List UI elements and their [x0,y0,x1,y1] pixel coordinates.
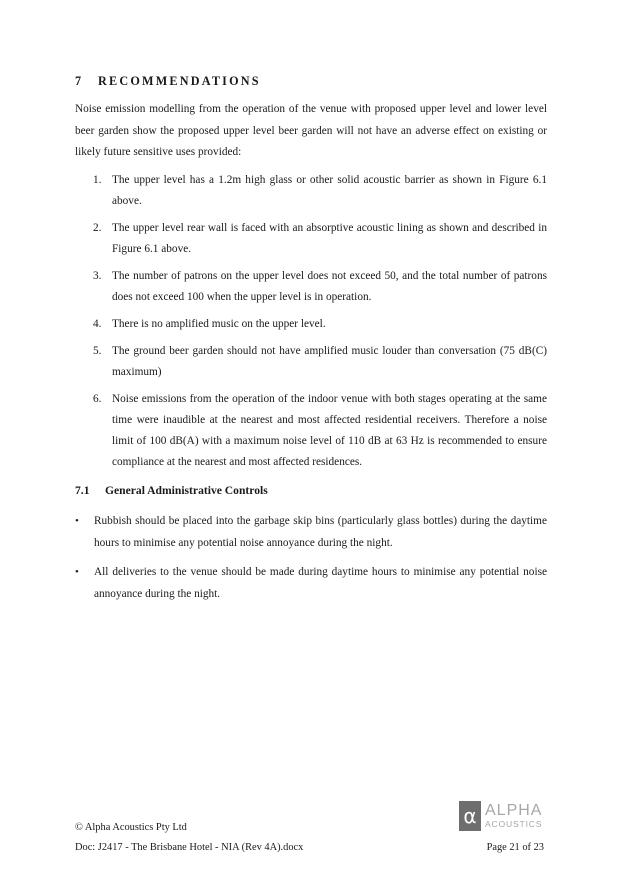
list-item-number: 6. [93,393,102,405]
list-item-number: 2. [93,222,102,234]
section-title: RECOMMENDATIONS [98,74,261,88]
section-heading [75,74,261,89]
list-item [93,218,547,260]
list-item [75,511,547,554]
list-item-text: The upper level has a 1.2m high glass or other solid acoustic barrier as shown in Figure 6.1 above. [112,174,547,207]
recommendations-list [93,170,547,479]
list-item [75,562,547,605]
list-item [93,266,547,308]
list-item-text: Noise emissions from the operation of the indoor venue with both stages operating at the same time were inaudible at the nearest and most affected residential receivers. Therefore a noise limit of 100 dB(A) with a maximum noise level of 110 dB at 63 Hz is recommended to ensure compliance at the nearest and most affected residences. [112,393,547,468]
logo-line1: ALPHA [485,802,543,820]
footer-doc-name: Doc: J2417 - The Brisbane Hotel - NIA (Rev 4A).docx [75,842,304,853]
logo-text [485,803,542,829]
controls-list [75,511,547,613]
list-item-number: 5. [93,345,102,357]
section-number: 7 [75,74,82,88]
list-item-text: All deliveries to the venue should be made during daytime hours to minimise any potential noise annoyance during the night. [94,566,547,600]
list-item [93,170,547,212]
subsection-title: General Administrative Controls [105,484,268,497]
list-item-number: 1. [93,174,102,186]
list-item-text: The ground beer garden should not have amplified music louder than conversation (75 dB(C) maximum) [112,345,547,378]
company-logo [459,801,542,831]
subsection-heading [75,484,268,497]
bullet-icon: • [75,566,79,578]
list-item [93,389,547,473]
list-item-text: Rubbish should be placed into the garbage skip bins (particularly glass bottles) during the daytime hours to minimise any potential noise annoyance during the night. [94,515,547,549]
footer-page-number: Page 21 of 23 [486,842,544,853]
list-item-text: The number of patrons on the upper level does not exceed 50, and the total number of patrons does not exceed 100 when the upper level is in operation. [112,270,547,303]
list-item [93,341,547,383]
footer-copyright: © Alpha Acoustics Pty Ltd [75,822,187,833]
subsection-number: 7.1 [75,484,90,497]
list-item-number: 3. [93,270,102,282]
list-item-text: There is no amplified music on the upper level. [112,318,326,330]
bullet-icon: • [75,515,79,527]
logo-line2: ACOUSTICS [485,819,543,830]
list-item-number: 4. [93,318,102,330]
alpha-logo-icon: α [459,801,481,831]
footer-left [75,818,303,858]
intro-paragraph: Noise emission modelling from the operation of the venue with proposed upper level and lower level beer garden show the proposed upper level beer garden will not have an adverse effect on existing or likely future sensitive uses provided: [75,103,547,158]
list-item [93,314,547,335]
list-item-text: The upper level rear wall is faced with an absorptive acoustic lining as shown and described in Figure 6.1 above. [112,222,547,255]
